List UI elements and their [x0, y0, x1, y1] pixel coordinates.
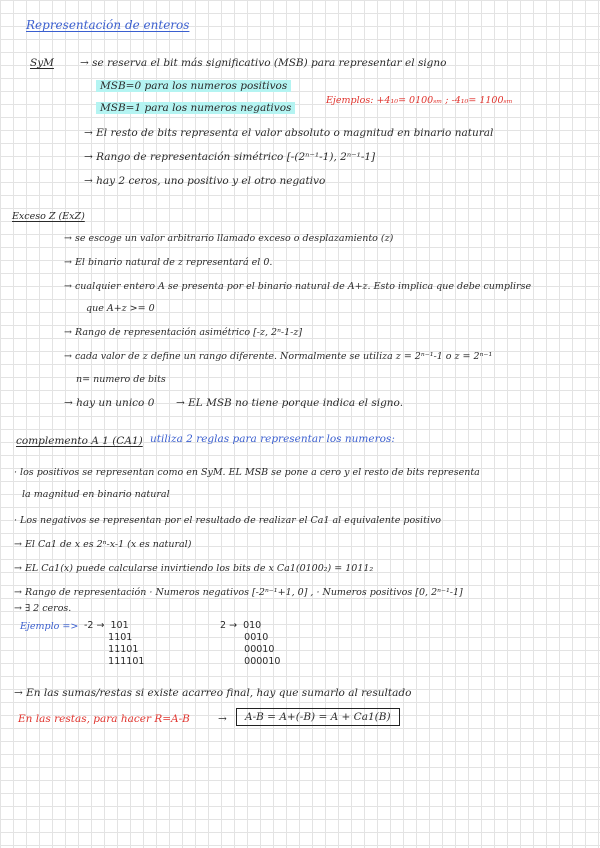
exceso-line-5: → cada valor de z define un rango diferente. Normalmente se utiliza z = 2ⁿ⁻¹-1 o z = 2ⁿ⁻¹	[64, 351, 493, 362]
ca1-line-6: → ∃ 2 ceros.	[14, 603, 72, 614]
sym-examples: Ejemplos: +4₁₀= 0100ₛₘ ; -4₁₀= 1100ₛₘ	[326, 95, 513, 106]
ca1-resta-note: En las restas, para hacer R=A-B	[18, 713, 190, 725]
ca1-line-7: → En las sumas/restas si existe acarreo final, hay que sumarlo al resultado	[14, 687, 412, 699]
sym-line-1: → se reserva el bit más significativo (MSB) para representar el signo	[80, 57, 447, 69]
ca1-label: complemento A 1 (CA1)	[16, 435, 143, 447]
sym-line-3: → Rango de representación simétrico [-(2ⁿ⁻¹-1), 2ⁿ⁻¹-1]	[84, 151, 376, 163]
exceso-line-2: → El binario natural de z representará el 0.	[64, 257, 273, 268]
sym-highlight-1: MSB=0 para los numeros positivos	[96, 80, 291, 92]
ca1-example-positive: 2 → 010 0010 00010 000010	[220, 620, 281, 667]
exceso-line-5b: n= numero de bits	[76, 374, 166, 385]
ca1-example-negative: -2 → 101 1101 11101 111101	[84, 620, 145, 667]
ca1-example-label: Ejemplo =>	[20, 621, 79, 632]
ca1-resta-formula: A-B = A+(-B) = A + Ca1(B)	[236, 708, 400, 726]
ca1-line-4: → EL Ca1(x) puede calcularse invirtiendo los bits de x Ca1(0100₂) = 1011₂	[14, 563, 374, 574]
exceso-line-6b: → EL MSB no tiene porque indica el signo.	[176, 397, 404, 409]
sym-line-2: → El resto de bits representa el valor absoluto o magnitud en binario natural	[84, 127, 494, 139]
exceso-line-6: → hay un unico 0	[64, 397, 155, 409]
sym-label: SyM	[30, 57, 54, 69]
exceso-line-4: → Rango de representación asimétrico [-z, 2ⁿ-1-z]	[64, 327, 303, 338]
exceso-line-1: → se escoge un valor arbitrario llamado exceso o desplazamiento (z)	[64, 233, 394, 244]
exceso-label: Exceso Z (ExZ)	[12, 211, 85, 222]
ca1-line-5: → Rango de representación · Numeros negativos [-2ⁿ⁻¹+1, 0] , · Numeros positivos [0, 2ⁿ⁻¹-1]	[14, 587, 463, 598]
sym-line-4: → hay 2 ceros, uno positivo y el otro negativo	[84, 175, 326, 187]
exceso-line-3: → cualquier entero A se presenta por el binario natural de A+z. Esto implica que debe cumplirse	[64, 281, 532, 292]
arrow-icon: →	[218, 713, 227, 725]
ca1-line-1b: la magnitud en binario natural	[22, 489, 170, 500]
page-title: Representación de enteros	[26, 18, 190, 32]
ca1-line-1: · los positivos se representan como en SyM. EL MSB se pone a cero y el resto de bits representa	[14, 467, 480, 478]
ca1-line-3: → El Ca1 de x es 2ⁿ-x-1 (x es natural)	[14, 539, 192, 550]
ca1-subtitle: utiliza 2 reglas para representar los numeros:	[150, 433, 395, 445]
sym-highlight-2: MSB=1 para los numeros negativos	[96, 102, 295, 114]
ca1-line-2: · Los negativos se representan por el resultado de realizar el Ca1 al equivalente positivo	[14, 515, 442, 526]
exceso-line-3b: que A+z >= 0	[86, 303, 155, 314]
